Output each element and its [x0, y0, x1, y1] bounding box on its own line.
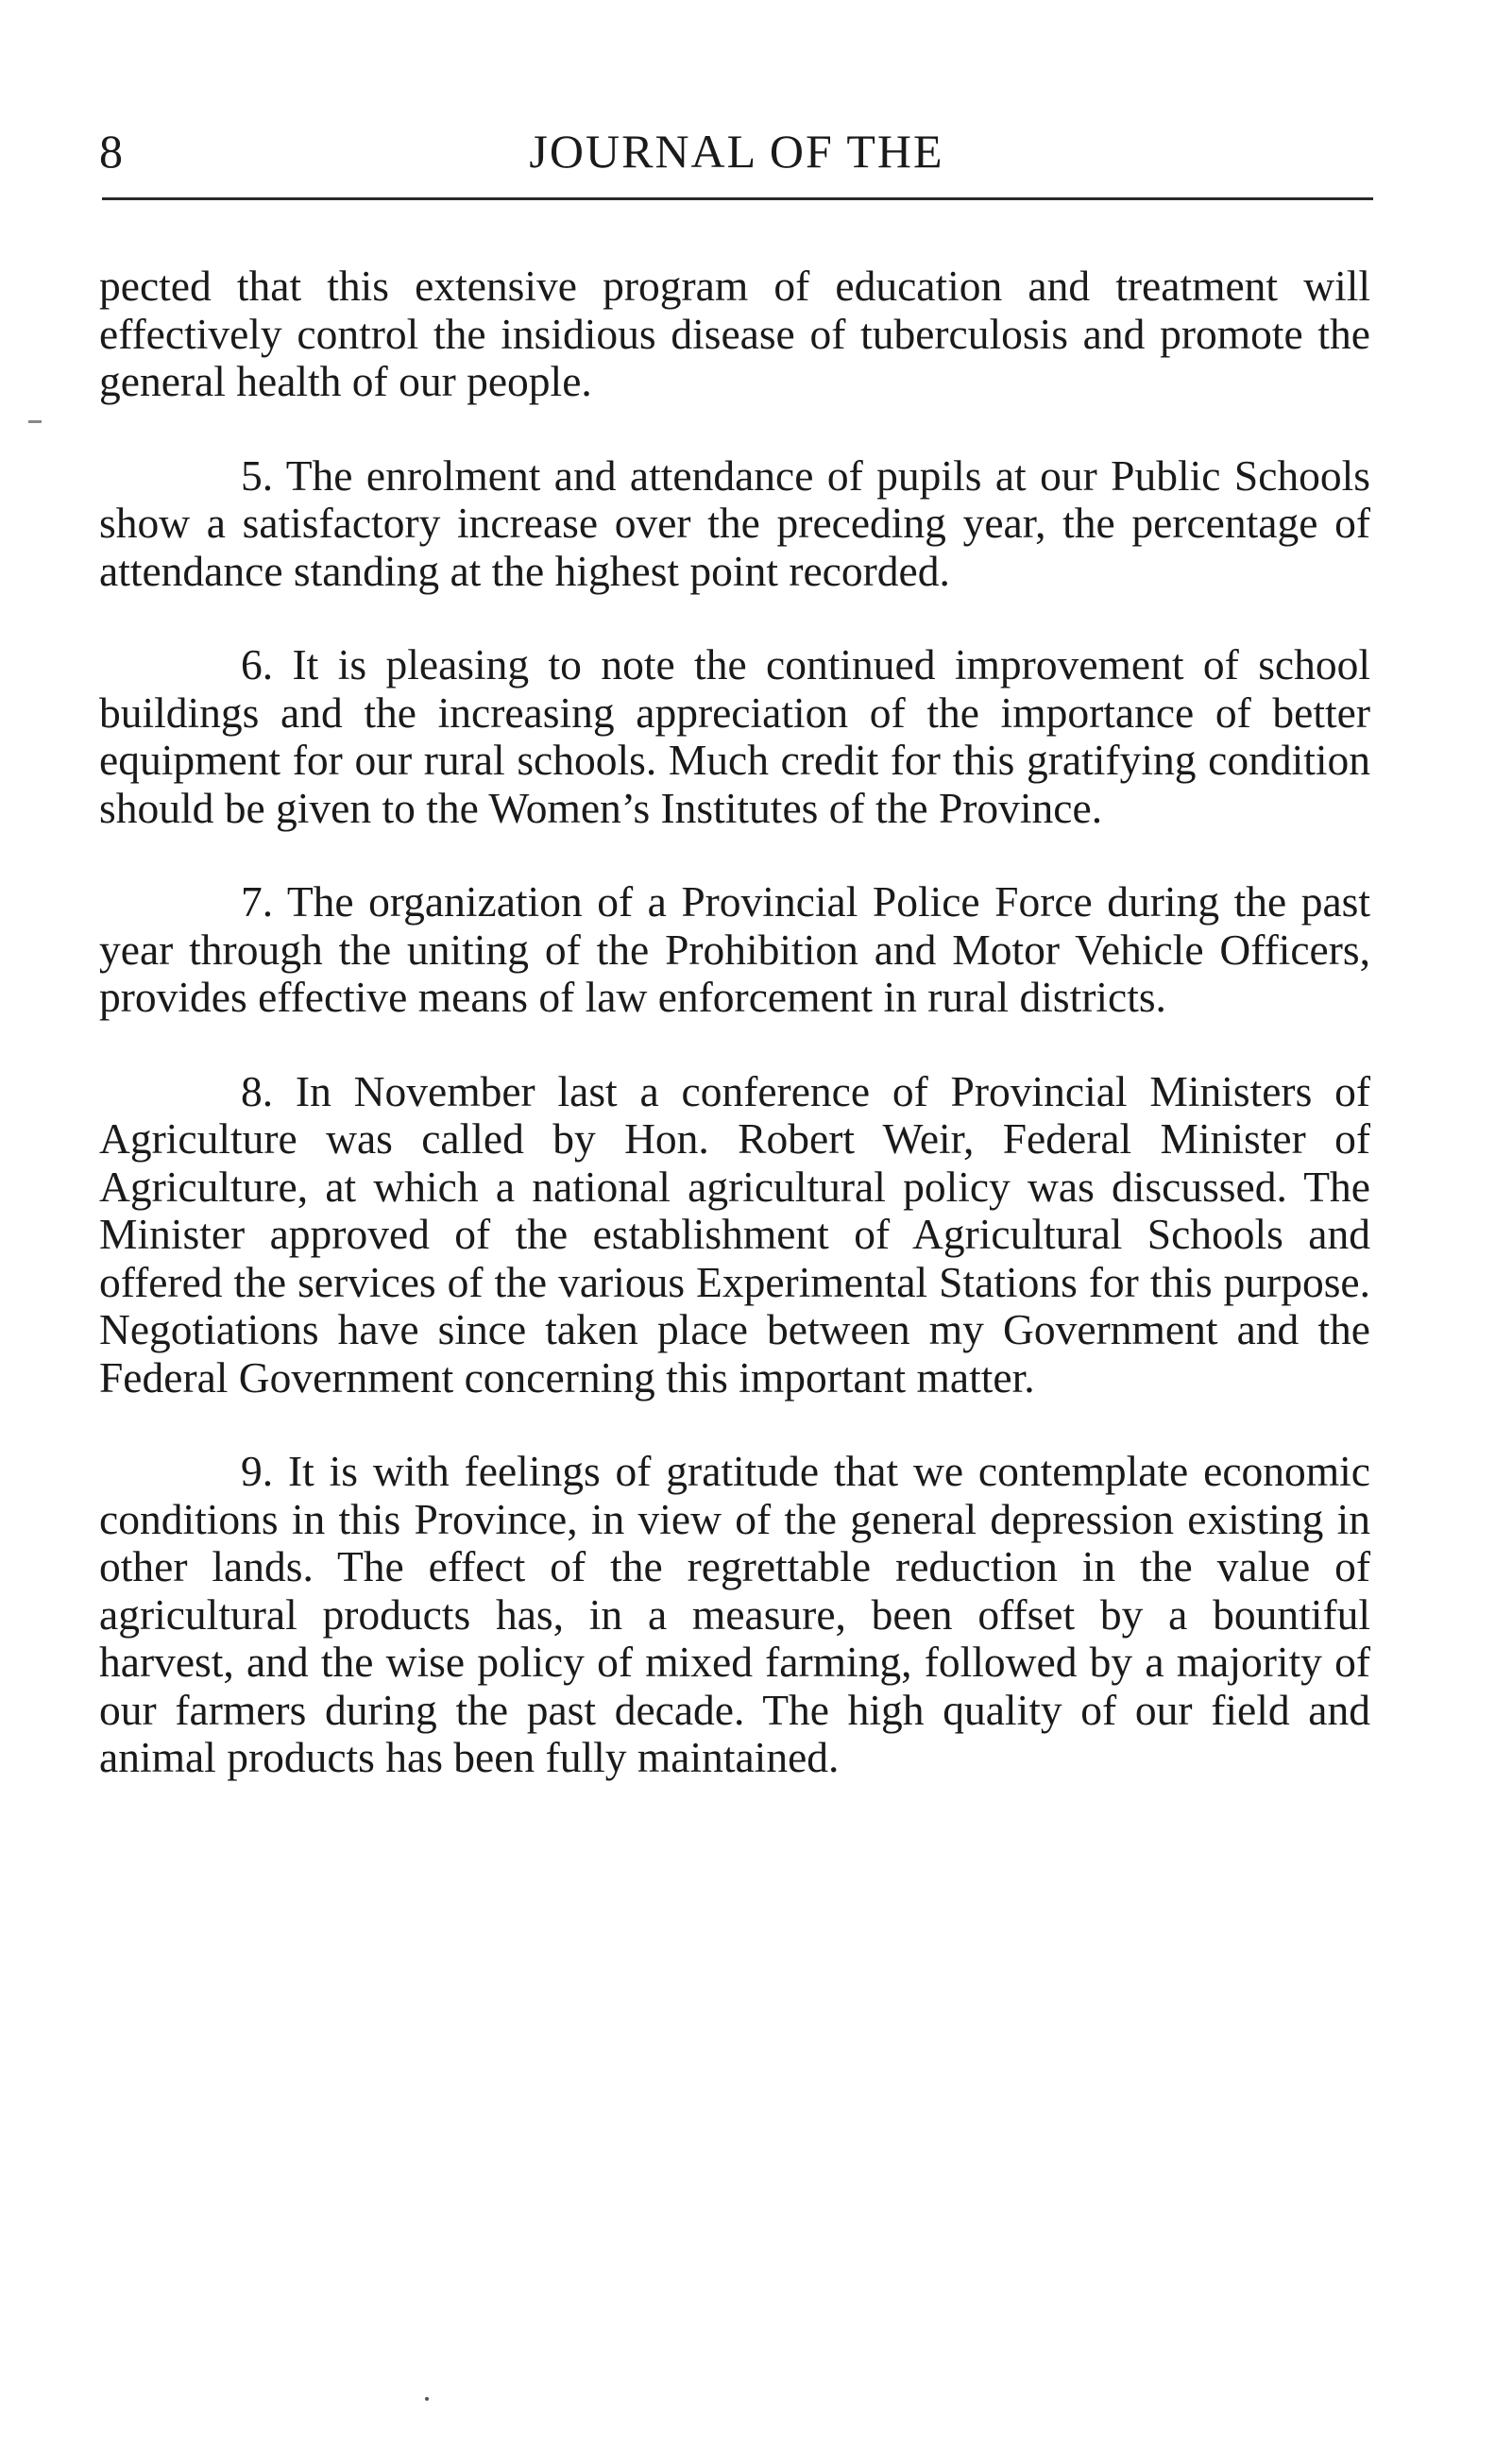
paragraph-9: 9. It is with feelings of gratitude that we contemplate economic conditions in this Province, in view of the general depression existing in other lands. The effect of the regrettable reduction in the value of agricultural products has, in a measure, been offset by a bountiful harvest, and the wise policy of mixed farming, followed by a majority of our farmers during the past decade. The high quality of our field and animal products has been fully maintained.: [99, 1447, 1370, 1781]
page-number: 8: [99, 125, 123, 178]
paragraph-continuation: pected that this extensive program of education and treatment will effectively control the insidious disease of tuberculosis and promote the general health of our people.: [99, 262, 1370, 405]
paragraph-5: 5. The enrolment and attendance of pupils at our Public Schools show a satisfactory increase over the preceding year, the percentage of attendance standing at the highest point recorded.: [99, 450, 1370, 595]
footer-mark: [425, 2397, 429, 2401]
paragraph-8: 8. In November last a conference of Provincial Ministers of Agriculture was called by Hon. Robert Weir, Federal Minister of Agriculture, at which a national agricultural policy was discussed. The Minister approved of the establishment of Agricultural Schools and offered the services of the various Experimental Stations for this purpose. Negotiations have since taken place between my Government and the Federal Government concerning this important matter.: [99, 1066, 1370, 1402]
header-rule: [102, 197, 1373, 200]
running-head: JOURNAL OF THE: [529, 125, 944, 178]
body-text: [99, 263, 1370, 1828]
paragraph-7: 7. The organization of a Provincial Police Force during the past year through the uniting of the Prohibition and Motor Vehicle Officers, provides effective means of law enforcement in rural districts.: [99, 877, 1370, 1021]
margin-mark: [28, 420, 42, 423]
page-header: [99, 115, 1374, 181]
paragraph-6: 6. It is pleasing to note the continued improvement of school buildings and the increasing appreciation of the importance of better equipment for our rural schools. Much credit for this gratifying condition should be given to the Women’s Institutes of the Province.: [99, 640, 1370, 832]
